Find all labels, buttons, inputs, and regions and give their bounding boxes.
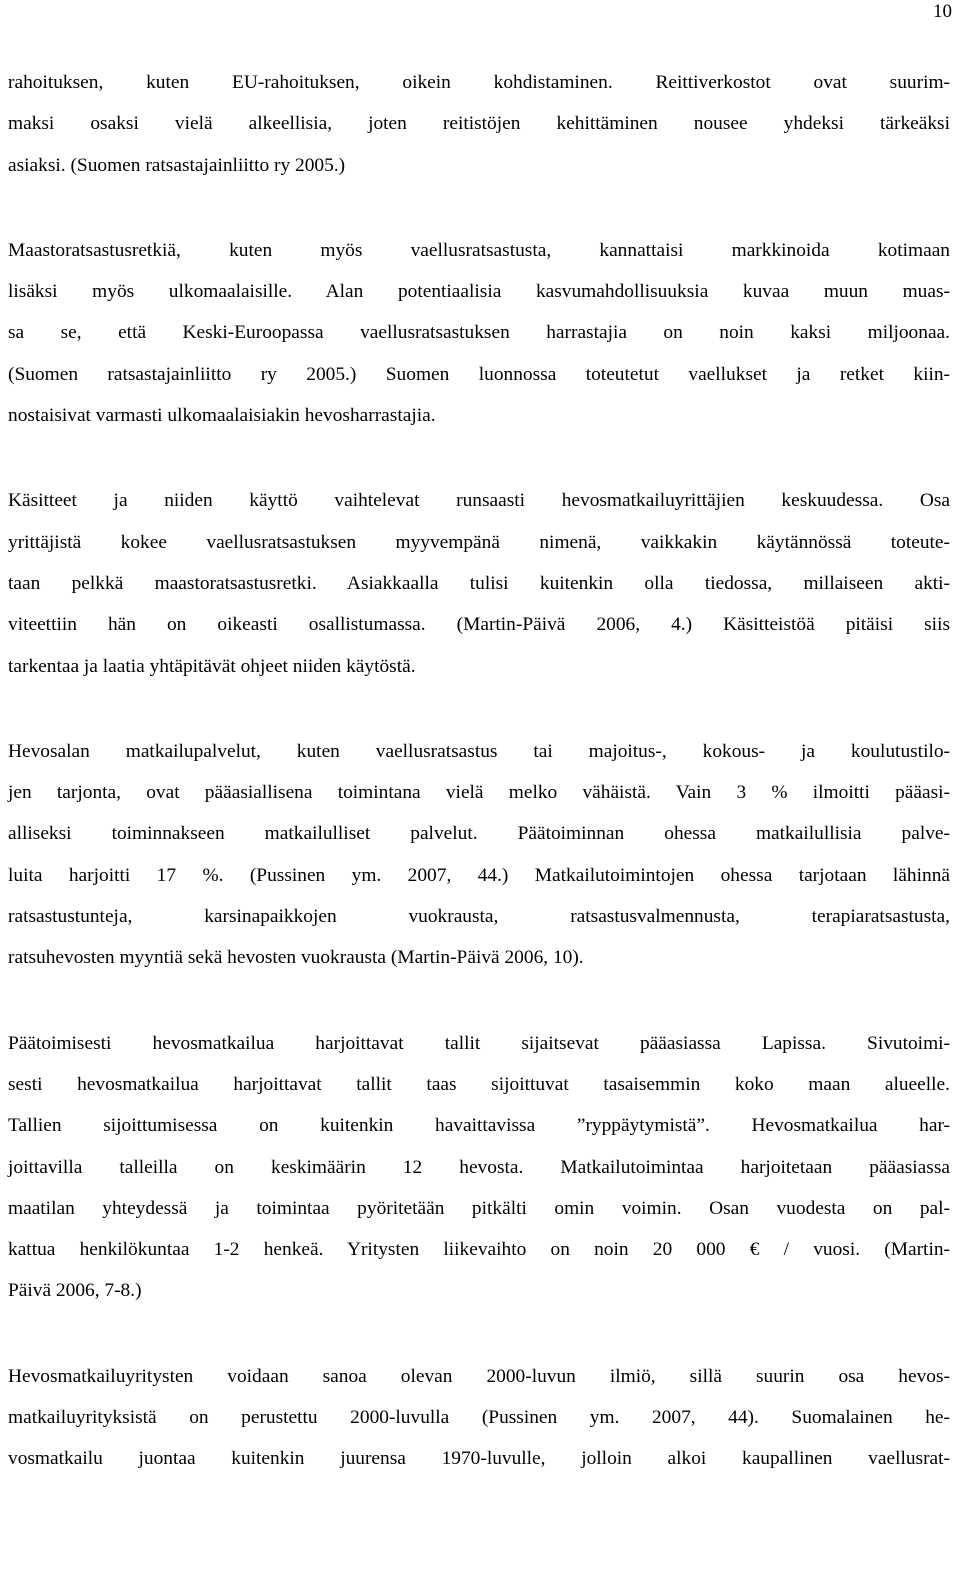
text-line: Päätoimisesti hevosmatkailua harjoittavat tallit sijaitsevat pääasiassa Lapissa. Sivutoimi- bbox=[8, 1032, 950, 1054]
text-line: Päivä 2006, 7-8.) bbox=[8, 1280, 142, 1302]
text-line: ratsastustunteja, karsinapaikkojen vuokrausta, ratsastusvalmennusta, terapiaratsastusta, bbox=[8, 906, 950, 928]
paragraph-4 bbox=[8, 731, 950, 979]
text-line: kattua henkilökuntaa 1-2 henkeä. Yritysten liikevaihto on noin 20 000 € / vuosi. (Martin- bbox=[8, 1239, 950, 1261]
paragraph-6 bbox=[8, 1356, 950, 1480]
paragraph-3 bbox=[8, 480, 950, 686]
text-line: Hevosalan matkailupalvelut, kuten vaellusratsastus tai majoitus-, kokous- ja koulutustilo- bbox=[8, 740, 950, 762]
text-line: yrittäjistä kokee vaellusratsastuksen myyvempänä nimenä, vaikkakin käytännössä toteute- bbox=[8, 531, 950, 553]
text-line: (Suomen ratsastajainliitto ry 2005.) Suomen luonnossa toteutetut vaellukset ja retket kiin- bbox=[8, 363, 950, 385]
text-line: Käsitteet ja niiden käyttö vaihtelevat runsaasti hevosmatkailuyrittäjien keskuudessa. Osa bbox=[8, 490, 950, 512]
text-line: taan pelkkä maastoratsastusretki. Asiakkaalla tulisi kuitenkin olla tiedossa, millaiseen akti- bbox=[8, 572, 950, 594]
text-line: alliseksi toiminnakseen matkailulliset palvelut. Päätoiminnan ohessa matkailullisia palve- bbox=[8, 823, 950, 845]
text-line: matkailuyrityksistä on perustettu 2000-luvulla (Pussinen ym. 2007, 44). Suomalainen he- bbox=[8, 1407, 950, 1429]
text-line: vosmatkailu juontaa kuitenkin juurensa 1970-luvulle, jolloin alkoi kaupallinen vaellusrat- bbox=[8, 1448, 950, 1470]
text-line: viteettiin hän on oikeasti osallistumassa. (Martin-Päivä 2006, 4.) Käsitteistöä pitäisi siis bbox=[8, 614, 950, 636]
text-line: ratsuhevosten myyntiä sekä hevosten vuokrausta (Martin-Päivä 2006, 10). bbox=[8, 947, 584, 969]
text-line: joittavilla talleilla on keskimäärin 12 hevosta. Matkailutoimintaa harjoitetaan pääasiassa bbox=[8, 1156, 950, 1178]
text-line: luita harjoitti 17 %. (Pussinen ym. 2007, 44.) Matkailutoimintojen ohessa tarjotaan lähinnä bbox=[8, 864, 950, 886]
text-line: asiaksi. (Suomen ratsastajainliitto ry 2005.) bbox=[8, 154, 346, 176]
text-line: maatilan yhteydessä ja toimintaa pyöritetään pitkälti omin voimin. Osan vuodesta on pal- bbox=[8, 1197, 950, 1219]
text-line: Tallien sijoittumisessa on kuitenkin havaittavissa ”ryppäytymistä”. Hevosmatkailua har- bbox=[8, 1115, 950, 1137]
document-body bbox=[8, 62, 950, 1524]
text-line: lisäksi myös ulkomaalaisille. Alan potentiaalisia kasvumahdollisuuksia kuvaa muun muas- bbox=[8, 281, 950, 303]
page-number: 10 bbox=[933, 1, 952, 22]
text-line: sesti hevosmatkailua harjoittavat tallit taas sijoittuvat tasaisemmin koko maan alueelle. bbox=[8, 1073, 950, 1095]
text-line: nostaisivat varmasti ulkomaalaisiakin hevosharrastajia. bbox=[8, 405, 436, 427]
text-line: Maastoratsastusretkiä, kuten myös vaellusratsastusta, kannattaisi markkinoida kotimaan bbox=[8, 239, 950, 261]
text-line: rahoituksen, kuten EU-rahoituksen, oikein kohdistaminen. Reittiverkostot ovat suurim- bbox=[8, 72, 950, 93]
text-line: jen tarjonta, ovat pääasiallisena toimintana vielä melko vähäistä. Vain 3 % ilmoitti pääasi- bbox=[8, 782, 950, 804]
paragraph-2 bbox=[8, 230, 950, 436]
paragraph-1 bbox=[8, 62, 950, 186]
text-line: tarkentaa ja laatia yhtäpitävät ohjeet niiden käytöstä. bbox=[8, 655, 416, 677]
text-line: Hevosmatkailuyritysten voidaan sanoa olevan 2000-luvun ilmiö, sillä suurin osa hevos- bbox=[8, 1365, 950, 1387]
paragraph-5 bbox=[8, 1023, 950, 1312]
text-line: maksi osaksi vielä alkeellisia, joten reitistöjen kehittäminen nousee yhdeksi tärkeäksi bbox=[8, 113, 950, 135]
text-line: sa se, että Keski-Euroopassa vaellusratsastuksen harrastajia on noin kaksi miljoonaa. bbox=[8, 322, 950, 344]
